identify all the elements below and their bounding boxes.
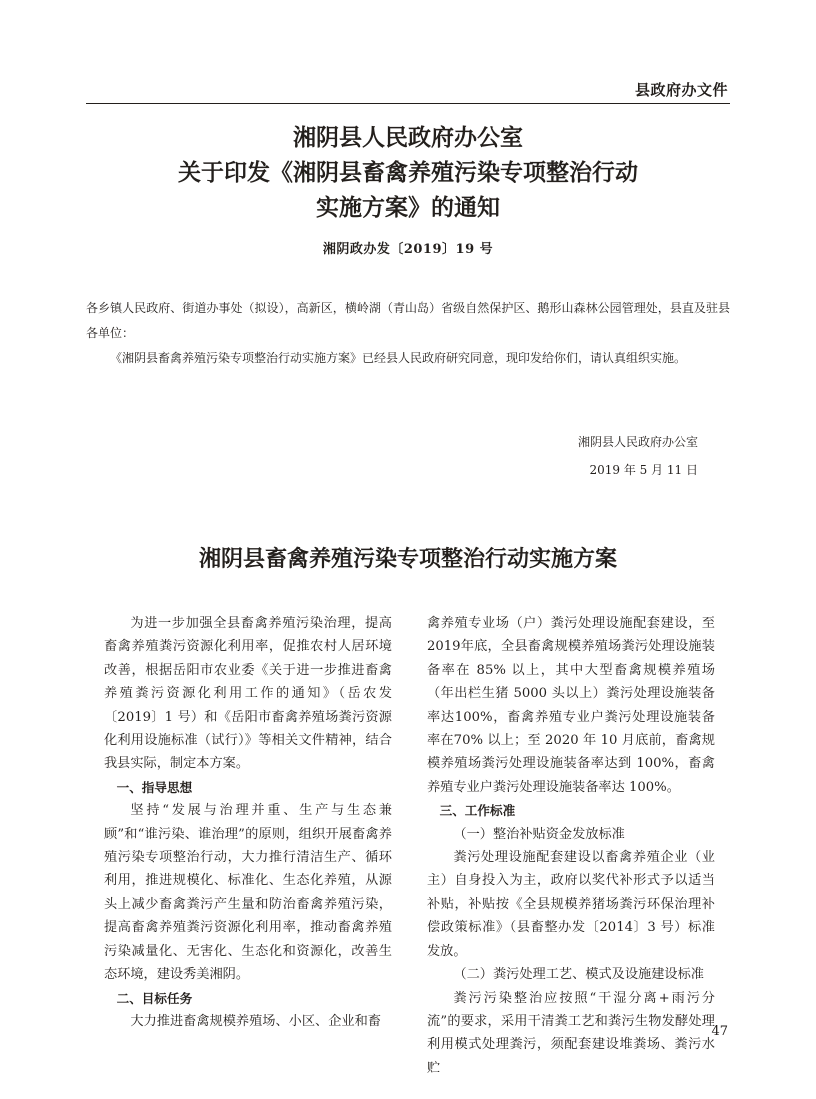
subsection-heading: （一）整治补贴资金发放标准 xyxy=(453,826,625,842)
section-heading: 一、指导思想 xyxy=(116,779,193,795)
signature-org: 湘阴县人民政府办公室 xyxy=(577,435,698,449)
page-number: 47 xyxy=(711,1024,728,1039)
notice-title-line: 实施方案》的通知 xyxy=(316,194,500,221)
notice-title-line: 湘阴县人民政府办公室 xyxy=(293,124,523,151)
right-column xyxy=(427,612,715,1080)
paragraph: 粪污污染整治应按照“干湿分离+雨污分流”的要求，采用干清粪工艺和粪污生物发酵处理利用模式处理粪污，须配套建设堆粪场、粪污水贮 xyxy=(427,990,715,1076)
header-rule xyxy=(86,103,730,104)
plan-title: 湘阴县畜禽养殖污染专项整治行动实施方案 xyxy=(198,546,617,572)
notice-body xyxy=(86,296,730,371)
paragraph: 坚持“发展与治理并重、生产与生态兼顾”和“谁污染、谁治理”的原则，组织开展畜禽养殖污染专项整治行动，大力推行清洁生产、循环利用，推进规模化、标准化、生态化养殖，从源头上减少畜禽粪污产生量和防治畜禽养殖污染，提高畜禽养殖粪污资源化利用率，推动畜禽养殖污染减量化、无害化、生态化和资源化，改善生态环境，建设秀美湘阴。 xyxy=(104,803,392,983)
notice-paragraph: 《湘阴县畜禽养殖污染专项整治行动实施方案》已经县人民政府研究同意，现印发给你们，请认真组织实施。 xyxy=(110,351,687,365)
signature-date: 2019 年 5 月 11 日 xyxy=(589,463,698,477)
section-heading: 三、工作标准 xyxy=(439,803,516,819)
paragraph: 大力推进畜禽规模养殖场、小区、企业和畜 xyxy=(130,1013,381,1029)
paragraph: 粪污处理设施配套建设以畜禽养殖企业（业主）自身投入为主，政府以奖代补形式予以适当补贴，补贴按《全县规模养猪场粪污环保治理补偿政策标准》（县畜整办发〔2014〕3 号）标准发放。 xyxy=(427,850,715,959)
paragraph: 为进一步加强全县畜禽养殖污染治理，提高畜禽养殖粪污资源化利用率，促推农村人居环境改善，根据岳阳市农业委《关于进一步推进畜禽养殖粪污资源化利用工作的通知》（岳农发〔2019〕1 号）和《岳阳市畜禽养殖场粪污资源化利用设施标准（试行）》等相关文件精神，结合我县实际，制定本方案。 xyxy=(104,616,392,772)
notice-title-line: 关于印发《湘阴县畜禽养殖污染专项整治行动 xyxy=(178,159,638,186)
recipients-line: 各乡镇人民政府、街道办事处（拟设），高新区，横岭湖（青山岛）省级自然保护区、鹅形山森林公园管理处，县直及驻县各单位： xyxy=(86,301,730,340)
section-heading: 二、目标任务 xyxy=(116,990,193,1006)
subsection-heading: （二）粪污处理工艺、模式及设施建设标准 xyxy=(453,967,704,983)
header-label: 县政府办文件 xyxy=(634,81,728,99)
document-number: 湘阴政办发〔2019〕19 号 xyxy=(322,242,494,257)
signature-block xyxy=(578,428,698,484)
left-column xyxy=(104,612,392,1033)
notice-title xyxy=(86,120,730,225)
paragraph-continuation: 禽养殖专业场（户）粪污处理设施配套建设，至2019年底，全县畜禽规模养殖场粪污处理设施装备率在 85% 以上，其中大型畜禽规模养殖场（年出栏生猪 5000 头以上）粪污处理设施装备率达100%，畜禽养殖专业户粪污处理设施装备率在70% 以上；至 2020 年 10 月底前，畜禽规模养殖场粪污处理设施装备率达到 100%，畜禽养殖专业户粪污处理设施装备率达 100%。 xyxy=(427,616,715,795)
